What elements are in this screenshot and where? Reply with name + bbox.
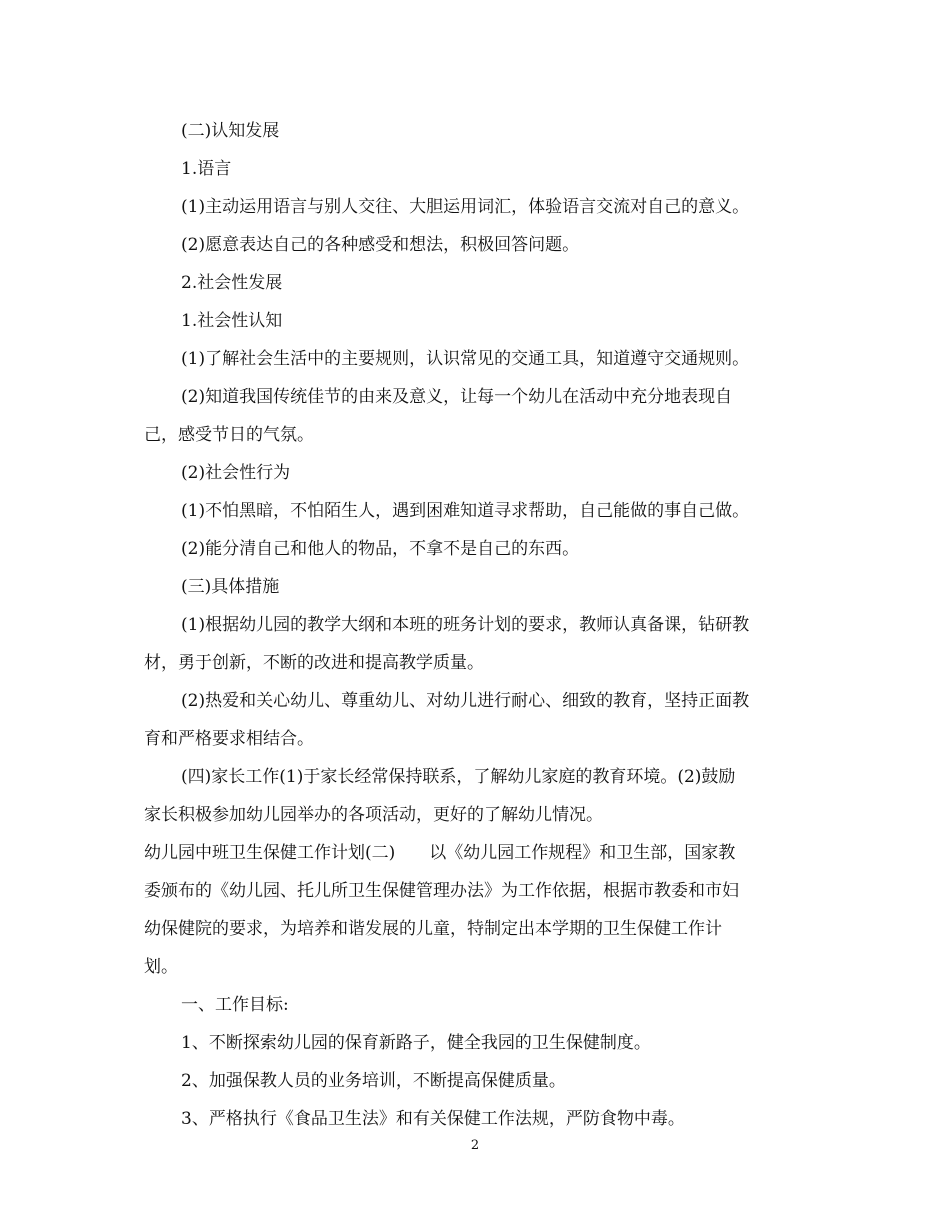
text-line: (1)不怕黑暗，不怕陌生人，遇到困难知道寻求帮助，自己能做的事自己做。 bbox=[181, 501, 750, 521]
text-line: 幼保健院的要求，为培养和谐发展的儿童，特制定出本学期的卫生保健工作计 bbox=[144, 919, 722, 939]
text-line: (2)社会性行为 bbox=[181, 463, 291, 483]
text-line: 委颁布的《幼儿园、托儿所卫生保健管理办法》为工作依据，根据市教委和市妇 bbox=[144, 881, 739, 901]
text-line: 3、严格执行《食品卫生法》和有关保健工作法规，严防食物中毒。 bbox=[181, 1109, 685, 1129]
text-line: (2)知道我国传统佳节的由来及意义，让每一个幼儿在活动中充分地表现自 bbox=[181, 387, 733, 407]
text-line: 1.社会性认知 bbox=[181, 311, 283, 331]
text-line: 1.语言 bbox=[181, 159, 232, 179]
text-line: 己，感受节日的气氛。 bbox=[144, 425, 314, 445]
text-line: (1)主动运用语言与别人交往、大胆运用词汇，体验语言交流对自己的意义。 bbox=[181, 197, 750, 217]
text-line: (2)能分清自己和他人的物品，不拿不是自己的东西。 bbox=[181, 539, 580, 559]
text-line: 1、不断探索幼儿园的保育新路子，健全我园的卫生保健制度。 bbox=[181, 1033, 651, 1053]
text-line: (2)愿意表达自己的各种感受和想法，积极回答问题。 bbox=[181, 235, 580, 255]
text-line: 2、加强保教人员的业务培训，不断提高保健质量。 bbox=[181, 1071, 566, 1091]
text-line: 一、工作目标: bbox=[181, 995, 289, 1015]
text-line: (1)了解社会生活中的主要规则，认识常见的交通工具，知道遵守交通规则。 bbox=[181, 349, 750, 369]
text-line: (二)认知发展 bbox=[181, 121, 280, 141]
text-line: 材，勇于创新，不断的改进和提高教学质量。 bbox=[144, 653, 484, 673]
text-line: 幼儿园中班卫生保健工作计划(二) 以《幼儿园工作规程》和卫生部，国家教 bbox=[144, 843, 736, 863]
text-line: (三)具体措施 bbox=[181, 577, 280, 597]
text-line: (1)根据幼儿园的教学大纲和本班的班务计划的要求，教师认真备课，钻研教 bbox=[181, 615, 750, 635]
text-line: (四)家长工作(1)于家长经常保持联系，了解幼儿家庭的教育环境。(2)鼓励 bbox=[181, 767, 736, 787]
text-line: 划。 bbox=[144, 957, 178, 977]
text-line: (2)热爱和关心幼儿、尊重幼儿、对幼儿进行耐心、细致的教育，坚持正面教 bbox=[181, 691, 750, 711]
text-line: 家长积极参加幼儿园举办的各项活动，更好的了解幼儿情况。 bbox=[144, 805, 603, 825]
text-line: 育和严格要求相结合。 bbox=[144, 729, 314, 749]
text-line: 2.社会性发展 bbox=[181, 273, 283, 293]
page-number: 2 bbox=[470, 1138, 480, 1153]
